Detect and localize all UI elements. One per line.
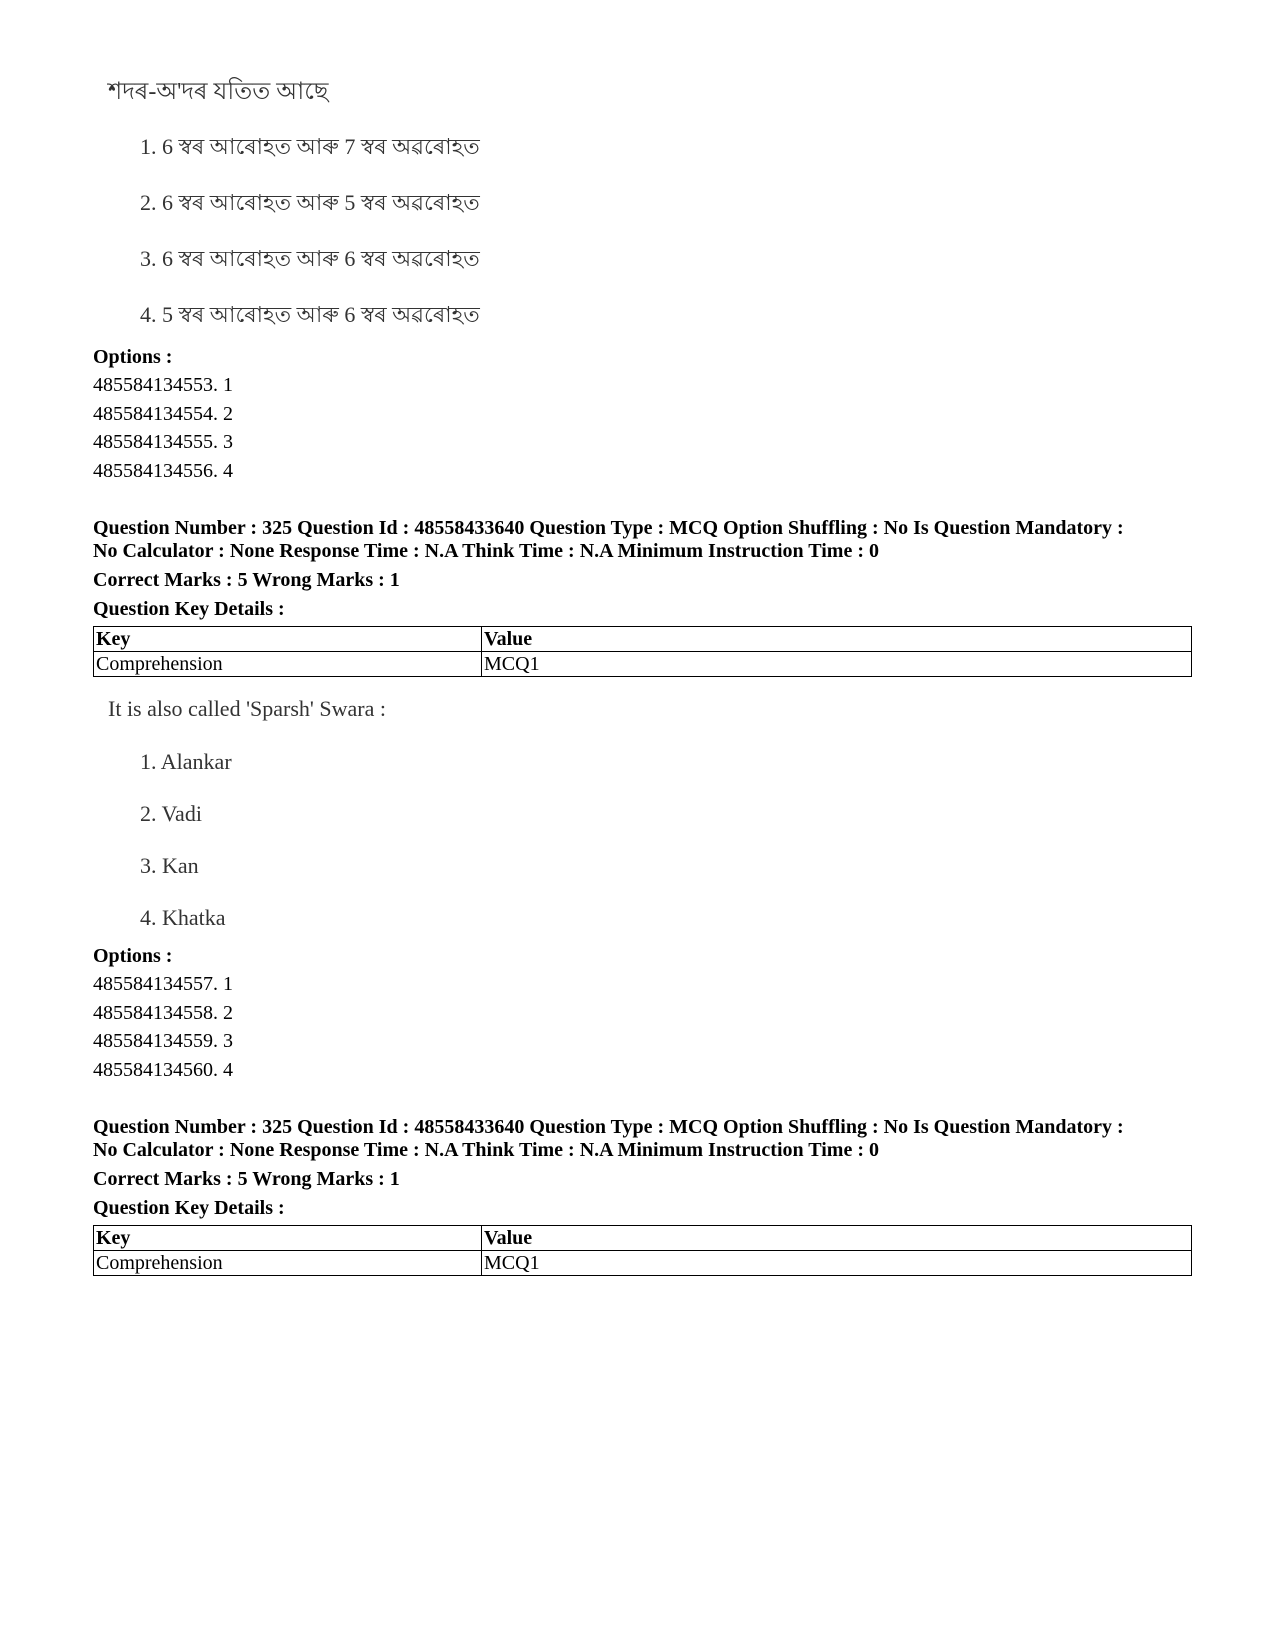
key-details-table [93,1225,1192,1276]
question-meta-line: No Calculator : None Response Time : N.A Think Time : N.A Minimum Instruction Time : 0 [93,1139,879,1161]
question-meta-block-1 [93,517,1193,677]
table-cell-key: Comprehension [94,1251,482,1276]
options-block-1 [93,345,1193,486]
question-meta-line: No Calculator : None Response Time : N.A Think Time : N.A Minimum Instruction Time : 0 [93,540,879,562]
table-cell-key: Comprehension [94,652,482,677]
options-label: Options : [93,346,173,368]
option-item: 485584134557. 1 [93,973,233,995]
question-choice: 4. Khatka [140,905,226,930]
option-item: 485584134560. 4 [93,1059,233,1082]
question-stem: শদৰ-অ'দৰ যতিত আছে [108,79,329,105]
question-meta-block-2 [93,1116,1193,1276]
table-header-row [94,1226,1192,1251]
table-header-row [94,627,1192,652]
table-row [94,1251,1192,1276]
question-choice: 4. 5 স্বৰ আৰোহত আৰু 6 স্বৰ অৱৰোহত [140,302,480,327]
table-cell-value: MCQ1 [482,652,1192,677]
table-header-value: Value [482,1226,1192,1251]
option-item: 485584134554. 2 [93,402,233,425]
key-details-label: Question Key Details : [93,598,285,620]
table-header-key: Key [94,627,482,652]
marks-line: Correct Marks : 5 Wrong Marks : 1 [93,1168,400,1190]
question-meta-line: Question Number : 325 Question Id : 48558433640 Question Type : MCQ Option Shuffling : No Is Question Mandatory : [93,1116,1124,1138]
table-header-value: Value [482,627,1192,652]
table-row [94,652,1192,677]
question-image-2 [108,695,386,931]
marks-line: Correct Marks : 5 Wrong Marks : 1 [93,569,400,591]
key-details-label: Question Key Details : [93,1197,285,1219]
key-details-table [93,626,1192,677]
option-item: 485584134558. 2 [93,1001,233,1024]
table-cell-value: MCQ1 [482,1251,1192,1276]
question-choice: 3. Kan [140,853,199,878]
question-choice: 1. Alankar [140,749,232,774]
option-item: 485584134555. 3 [93,431,233,454]
options-label: Options : [93,945,173,967]
table-header-key: Key [94,1226,482,1251]
option-item: 485584134556. 4 [93,460,233,483]
options-block-2 [93,944,1193,1085]
option-item: 485584134553. 1 [93,374,233,396]
question-meta-line: Question Number : 325 Question Id : 48558433640 Question Type : MCQ Option Shuffling : No Is Question Mandatory : [93,517,1124,539]
question-image-1 [108,78,480,328]
question-stem: It is also called 'Sparsh' Swara : [108,696,386,721]
question-choice: 2. 6 স্বৰ আৰোহত আৰু 5 স্বৰ অৱৰোহত [140,190,480,215]
question-choice: 2. Vadi [140,801,202,826]
question-choice: 3. 6 স্বৰ আৰোহত আৰু 6 স্বৰ অৱৰোহত [140,246,480,271]
option-item: 485584134559. 3 [93,1030,233,1053]
question-choice: 1. 6 স্বৰ আৰোহত আৰু 7 স্বৰ অৱৰোহত [140,134,480,159]
